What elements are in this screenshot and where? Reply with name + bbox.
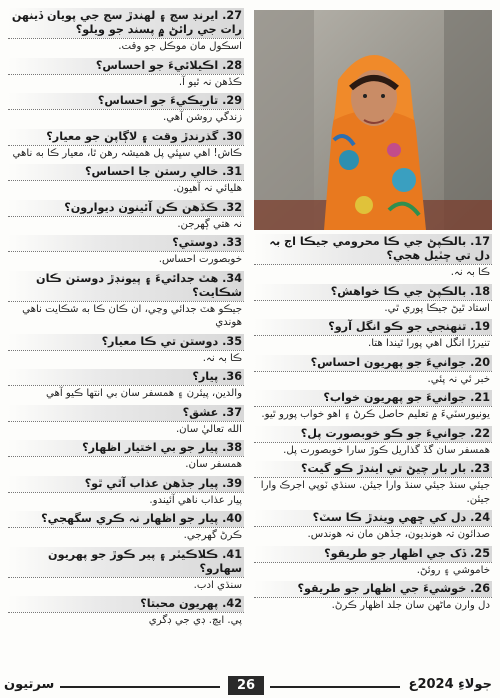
question-number: 41. [222, 547, 242, 561]
answer-text: ڪاش! اهي سڀئي پل هميشہ رهن ٿا، معيار ڪا به ناهي [12, 147, 242, 159]
answer-text: ڪرڻ گهرجي. [183, 530, 242, 541]
question [8, 547, 244, 577]
question [254, 284, 492, 300]
answer-text: سنڌي ادب. [193, 579, 242, 591]
question-number: 22. [470, 426, 490, 440]
question-number: 27. [222, 9, 242, 22]
question [8, 369, 244, 385]
answer-text: جيڪو هٽ جدائي وڃي، ان ڪان ڪا به شڪايت ناهي هوندي [22, 303, 242, 328]
question [254, 461, 492, 477]
answer-text: نہ هتي ڳهرجن. [177, 218, 242, 230]
question-text: تنهنجي جو ڪو انگل آرو؟ [328, 320, 467, 333]
question-text: ڪلاڪيٽر ۽ پير ڪوڙ جو پهريون سهارو؟ [48, 547, 242, 575]
question-number: 34. [222, 271, 242, 285]
answer-text: اسڪول مان موڪل جو وقت. [118, 41, 242, 52]
left-column [8, 8, 244, 632]
question-number: 21. [470, 391, 490, 404]
question-text: پيار جو بي اختيار اظهار؟ [82, 441, 219, 454]
question [254, 510, 492, 526]
question-text: عشق؟ [182, 405, 219, 419]
answer-text: دل وارن ماڻهن سان جلد اظهار ڪرڻ. [331, 600, 490, 611]
question [8, 200, 244, 216]
question-number: 42. [222, 597, 242, 610]
question-text: دوستي؟ [172, 236, 219, 249]
question-number: 28. [222, 58, 242, 72]
question-number: 33. [222, 236, 242, 249]
answer-text: هليائي نہ آهيون. [173, 183, 242, 194]
right-column [254, 234, 492, 617]
question [8, 476, 244, 492]
issue-date: جولاءِ 2024ع [408, 677, 492, 692]
magazine-name: سرتيون [4, 677, 55, 692]
question [8, 58, 244, 74]
question-number: 23. [470, 462, 490, 475]
answer-text: همسفر سان گڏ گذاريل ڪوڙ سارا خوبصورت پل. [283, 444, 490, 456]
question-number: 25. [470, 546, 490, 560]
question-text: جوانيءَ جو ڪو خوبصورت پل؟ [300, 426, 467, 440]
question [8, 334, 244, 350]
question [254, 234, 492, 264]
question-text: پيار جو اظهار نہ ڪري سگهجي؟ [41, 512, 219, 525]
question-text: خوشيءَ جي اظهار جو طريقو؟ [297, 582, 467, 595]
question [254, 546, 492, 562]
question-text: ڪڏهن ڪن آئينون ديوارون؟ [64, 200, 219, 214]
answer-text: يونيورسٽيءَ ۾ تعليم حاصل ڪرڻ ۽ اهو خواب پورو ٿيو. [261, 409, 490, 420]
question [254, 355, 492, 371]
question-text: پيار جڏهن عذاب آٿي ٿو؟ [84, 476, 219, 490]
question-text: دل کي ڇهي ويندڙ ڪا سٽ؟ [312, 511, 467, 524]
question-number: 38. [222, 441, 242, 454]
question-text: اڪيلائيءَ جو احساس؟ [95, 58, 219, 72]
question-number: 18. [470, 284, 490, 298]
answer-text: الله تعاليٰ سان. [175, 423, 242, 435]
question-number: 36. [222, 370, 242, 383]
question-text: خالي رستن جا احساس؟ [85, 165, 219, 178]
question-text: جوانيءَ جو پهريون احساس؟ [310, 355, 467, 369]
question [8, 8, 244, 38]
answer-text: پيار عذاب ناهي آئيندو. [149, 494, 242, 506]
question [8, 405, 244, 421]
answer-text: ڪا بہ نہ. [450, 267, 490, 278]
answer-text: زندگي روشن آهي. [163, 112, 242, 123]
answer-text: استاد ٿيڻ جيڪا پوري ٿي. [384, 302, 490, 314]
question [8, 596, 244, 612]
question [8, 93, 244, 109]
answer-text: خوبصورت احساس. [158, 254, 242, 265]
question-number: 30. [222, 129, 242, 143]
page-number: 26 [228, 676, 264, 695]
question [8, 271, 244, 301]
question-number: 35. [222, 334, 242, 348]
question-number: 29. [222, 94, 242, 107]
question-number: 37. [222, 405, 242, 419]
question [254, 426, 492, 442]
question [8, 235, 244, 251]
question-text: پيار؟ [192, 370, 219, 383]
question-number: 40. [222, 512, 242, 525]
question-text: ايرنڊ سج ۽ لهندڙ سج جي پويان ڏينهن رات جي رائڻ ۾ پسند جو ويلو؟ [11, 9, 242, 36]
answer-text: همسفر سان. [185, 459, 242, 470]
question-text: ڏک جي اظهار جو طريقو؟ [324, 546, 467, 560]
answer-text: تنيرڙا انگل اهي پورا ٿيندا هتا. [367, 338, 490, 349]
answer-text: جيئي سنڌ جيئي سنڌ وارا جيئن. سنڌي ٽوپي اجرڪ وارا جيئن. [260, 480, 490, 505]
question [254, 390, 492, 406]
question [254, 581, 492, 597]
question [8, 129, 244, 145]
question-text: بار بار چيڻ تي ايندڙ ڪو گيت؟ [301, 462, 467, 475]
answer-text: والدين، پيئرن ۽ همسفر سان بي انتها ڪيو آهي [45, 388, 242, 399]
portrait-photo [254, 10, 492, 230]
question-number: 39. [222, 476, 242, 490]
question-number: 17. [470, 235, 490, 248]
question-number: 19. [470, 320, 490, 333]
answer-text: خبر ئي نہ پئي. [427, 373, 490, 385]
question-text: پهريون محبتا؟ [140, 597, 219, 610]
answer-text: خاموشي ۽ روئڻ. [416, 564, 490, 576]
question-text: بالڪپڻ جي ڪا محرومي جيڪا اڄ بہ دل تي چٽيل هجي؟ [269, 235, 490, 262]
answer-text: ڪڏهن نہ ٿيو آ. [178, 76, 242, 88]
question [8, 440, 244, 456]
question-number: 24. [470, 511, 490, 524]
question-text: تاريڪيءَ جو احساس؟ [97, 94, 219, 107]
question [8, 164, 244, 180]
page-footer [0, 674, 500, 698]
question-number: 32. [222, 200, 242, 214]
answer-text: پي. ايچ. ڊي جي ڊگري [148, 615, 242, 626]
question-number: 20. [470, 355, 490, 369]
question-text: هٽ جدائيءَ ۽ پيونڊڙ دوستن ڪان شڪايت؟ [36, 271, 242, 299]
question [8, 511, 244, 527]
question [254, 319, 492, 335]
question-text: جوانيءَ جو پهريون خواب؟ [323, 391, 467, 404]
question-number: 31. [222, 165, 242, 178]
answer-text: ڪا بہ نہ. [202, 352, 242, 364]
question-text: دوستن تي ڪا معيار؟ [101, 334, 219, 348]
question-text: گذرندڙ وقت ۽ لاڳاپن جو معيار؟ [46, 129, 219, 143]
answer-text: صدائون تہ هونديون، جڏهن مان نہ هوندس. [307, 529, 490, 540]
question-number: 26. [470, 582, 490, 595]
question-text: بالڪپڻ جي ڪا خواهش؟ [330, 284, 467, 298]
